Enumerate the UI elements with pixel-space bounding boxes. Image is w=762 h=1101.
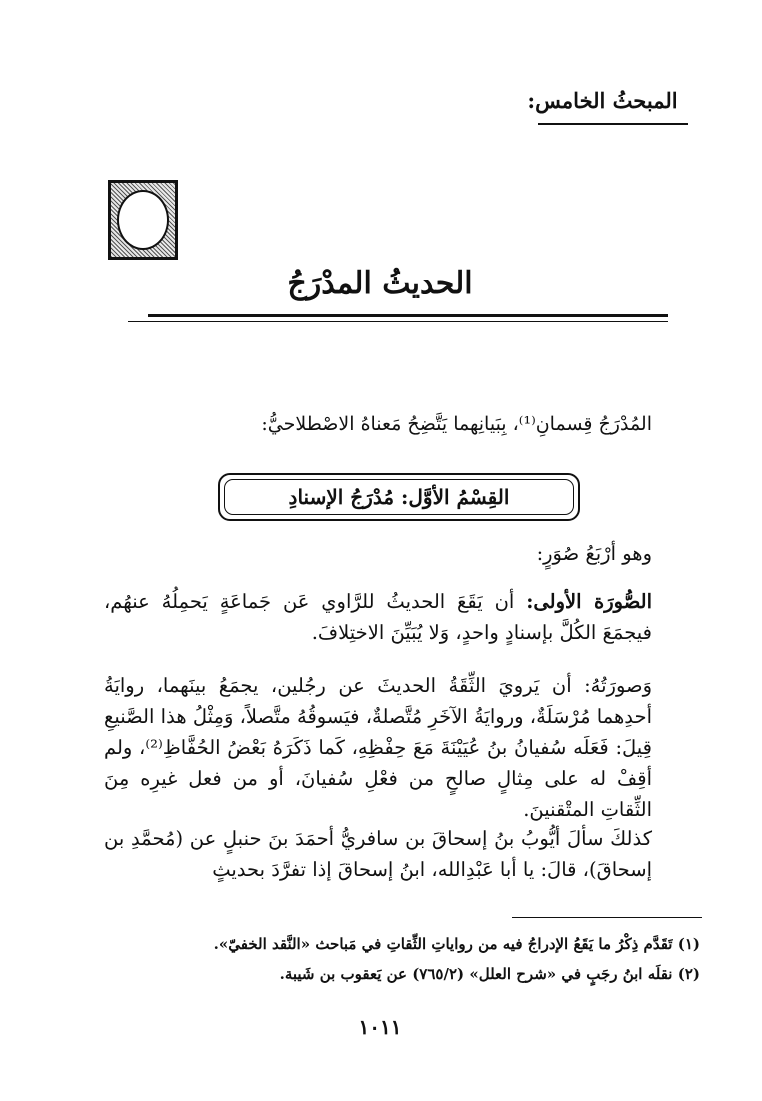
paragraph-2-body: أن يَقَعَ الحديثُ للرَّاوي عَن جَماعَةٍ يَحمِلُهُ عنهُم، فيجمَعَ الكُلَّ بإسنادٍ واحدٍ، وَلا يُبَيِّنَ الاختِلافَ. [104, 590, 652, 644]
subsection-box [218, 473, 580, 521]
footnote-1-text: تَقَدَّم ذِكْرُ ما يَقَعُ الإدراجُ فيه من رواياتِ الثِّقاتِ في مَباحث «النَّقد الخفيّ». [213, 935, 673, 953]
footnote-2 [140, 965, 700, 983]
footnote-1 [140, 935, 700, 953]
subsection-title: القِسْمُ الأوَّل: مُدْرَجُ الإسنادِ [288, 485, 510, 509]
paragraph-2-lead: الصُّورَة الأولى: [526, 590, 652, 613]
paragraph-4: كذلكَ سألَ أيُّوبُ بنُ إسحاقَ بن سافريُّ أحمَدَ بنَ حنبلٍ عن (مُحمَّدِ بن إسحاقَ)، قالَ: يا أبا عَبْدِالله، ابنُ إسحاقَ إذا تفرَّدَ بحديثٍ [104, 827, 652, 881]
ornament-circle [117, 190, 169, 250]
ornament-frame-icon [108, 180, 178, 260]
footnote-2-text: نقلَه ابنُ رجَبٍ في «شرح العلل» (٧٦٥/٢) عن يَعقوب بن شَيبة. [279, 965, 673, 983]
intro-text: المُدْرَجُ قِسمانِ⁽¹⁾، بِبَيانِهما يَتَّضِحُ مَعناهُ الاصْطلاحيُّ: [261, 413, 652, 435]
footnote-1-number: (١) [677, 935, 700, 953]
title-rule-thin [128, 321, 668, 322]
footnote-rule [512, 917, 702, 918]
page-number: ١٠١١ [358, 1015, 402, 1039]
chapter-title: الحديثُ المدْرَجُ [287, 266, 473, 301]
paragraph-2 [104, 586, 652, 648]
section-underline [538, 123, 688, 125]
section-label: المبحثُ الخامس: [527, 88, 678, 113]
paragraph-1: وهو أرْبَعُ صُوَرٍ: [536, 542, 652, 565]
paragraph-3: وَصورَتُهُ: أن يَرويَ الثِّقَةُ الحديثَ عن رجُلين، يجمَعُ بينَهما، روايَةُ أحدِهما مُرْسَلَةٌ، وروايَةُ الآخَرِ مُتَّصلةٌ، فيَسوقُهُ متَّصلاً، وَمِثْلُ هذا الصَّنيعِ قِيلَ: فَعَلَه سُفيانُ بنُ عُيَيْنَةَ مَعَ حِفْظِهِ، كَما ذَكَرَهُ بَعْضُ الحُفَّاظِ⁽²⁾، ولم أقِفْ له على مِثالٍ صالحٍ من فعْلِ سُفيانَ، أو من فعل غيرِه مِنَ الثِّقاتِ المتْقنينَ. [104, 674, 652, 821]
footnote-2-number: (٢) [677, 965, 700, 983]
title-rule-thick [148, 314, 668, 317]
